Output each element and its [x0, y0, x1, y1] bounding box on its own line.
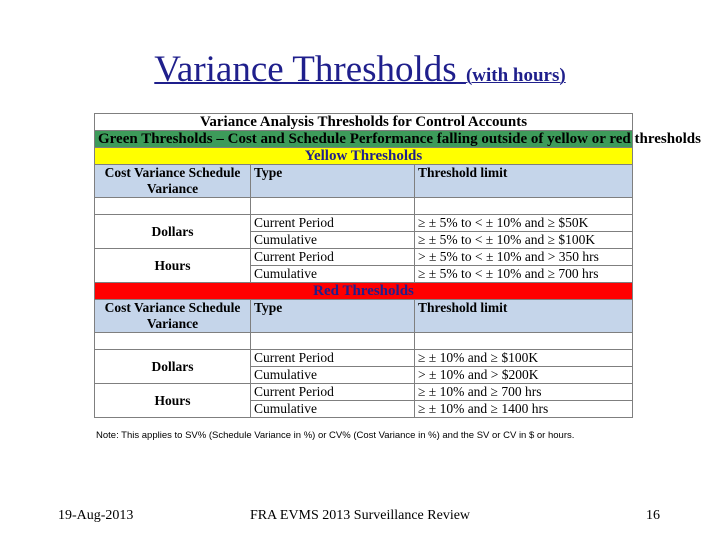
limit-cell: ≥ ± 10% and ≥ 1400 hrs: [415, 401, 633, 418]
table-row: [95, 249, 633, 266]
header-threshold-limit: Threshold limit: [415, 300, 633, 333]
slide-title: [0, 48, 720, 91]
header-type: Type: [251, 165, 415, 198]
page-number: 16: [646, 508, 660, 523]
header-threshold-limit: Threshold limit: [415, 165, 633, 198]
period-cell: Current Period: [251, 249, 415, 266]
footer-title: FRA EVMS 2013 Surveillance Review: [249, 508, 471, 523]
red-thresholds-banner: Red Thresholds: [95, 283, 633, 300]
period-cell: Cumulative: [251, 266, 415, 283]
limit-cell: ≥ ± 5% to < ± 10% and ≥ 700 hrs: [415, 266, 633, 283]
period-cell: Cumulative: [251, 367, 415, 384]
header-variance-type: Cost Variance Schedule Variance: [95, 300, 251, 333]
limit-cell: ≥ ± 5% to < ± 10% and ≥ $50K: [415, 215, 633, 232]
slide-title-main: Variance Thresholds: [154, 49, 466, 90]
category-hours: Hours: [95, 384, 251, 418]
slide-title-sub: (with hours): [465, 65, 566, 86]
yellow-thresholds-banner: Yellow Thresholds: [95, 148, 633, 165]
table-row: [95, 215, 633, 232]
variance-thresholds-table: [94, 113, 701, 418]
table-row: [95, 384, 633, 401]
limit-cell: ≥ ± 10% and ≥ $100K: [415, 350, 633, 367]
period-cell: Current Period: [251, 215, 415, 232]
footer-date: 19-Aug-2013: [58, 508, 134, 523]
period-cell: Cumulative: [251, 401, 415, 418]
header-variance-type: Cost Variance Schedule Variance: [95, 165, 251, 198]
category-dollars: Dollars: [95, 350, 251, 384]
limit-cell: > ± 5% to < ± 10% and > 350 hrs: [415, 249, 633, 266]
table-note: Note: This applies to SV% (Schedule Variance in %) or CV% (Cost Variance in %) and the SV or CV in $ or hours.: [96, 430, 575, 441]
period-cell: Current Period: [251, 350, 415, 367]
period-cell: Cumulative: [251, 232, 415, 249]
category-dollars: Dollars: [95, 215, 251, 249]
table-row: [95, 350, 633, 367]
period-cell: Current Period: [251, 384, 415, 401]
green-thresholds-banner: Green Thresholds – Cost and Schedule Performance falling outside of yellow or red thresholds: [95, 131, 633, 148]
table-heading: Variance Analysis Thresholds for Control Accounts: [95, 114, 633, 131]
category-hours: Hours: [95, 249, 251, 283]
header-type: Type: [251, 300, 415, 333]
limit-cell: > ± 10% and > $200K: [415, 367, 633, 384]
limit-cell: ≥ ± 10% and ≥ 700 hrs: [415, 384, 633, 401]
limit-cell: ≥ ± 5% to < ± 10% and ≥ $100K: [415, 232, 633, 249]
